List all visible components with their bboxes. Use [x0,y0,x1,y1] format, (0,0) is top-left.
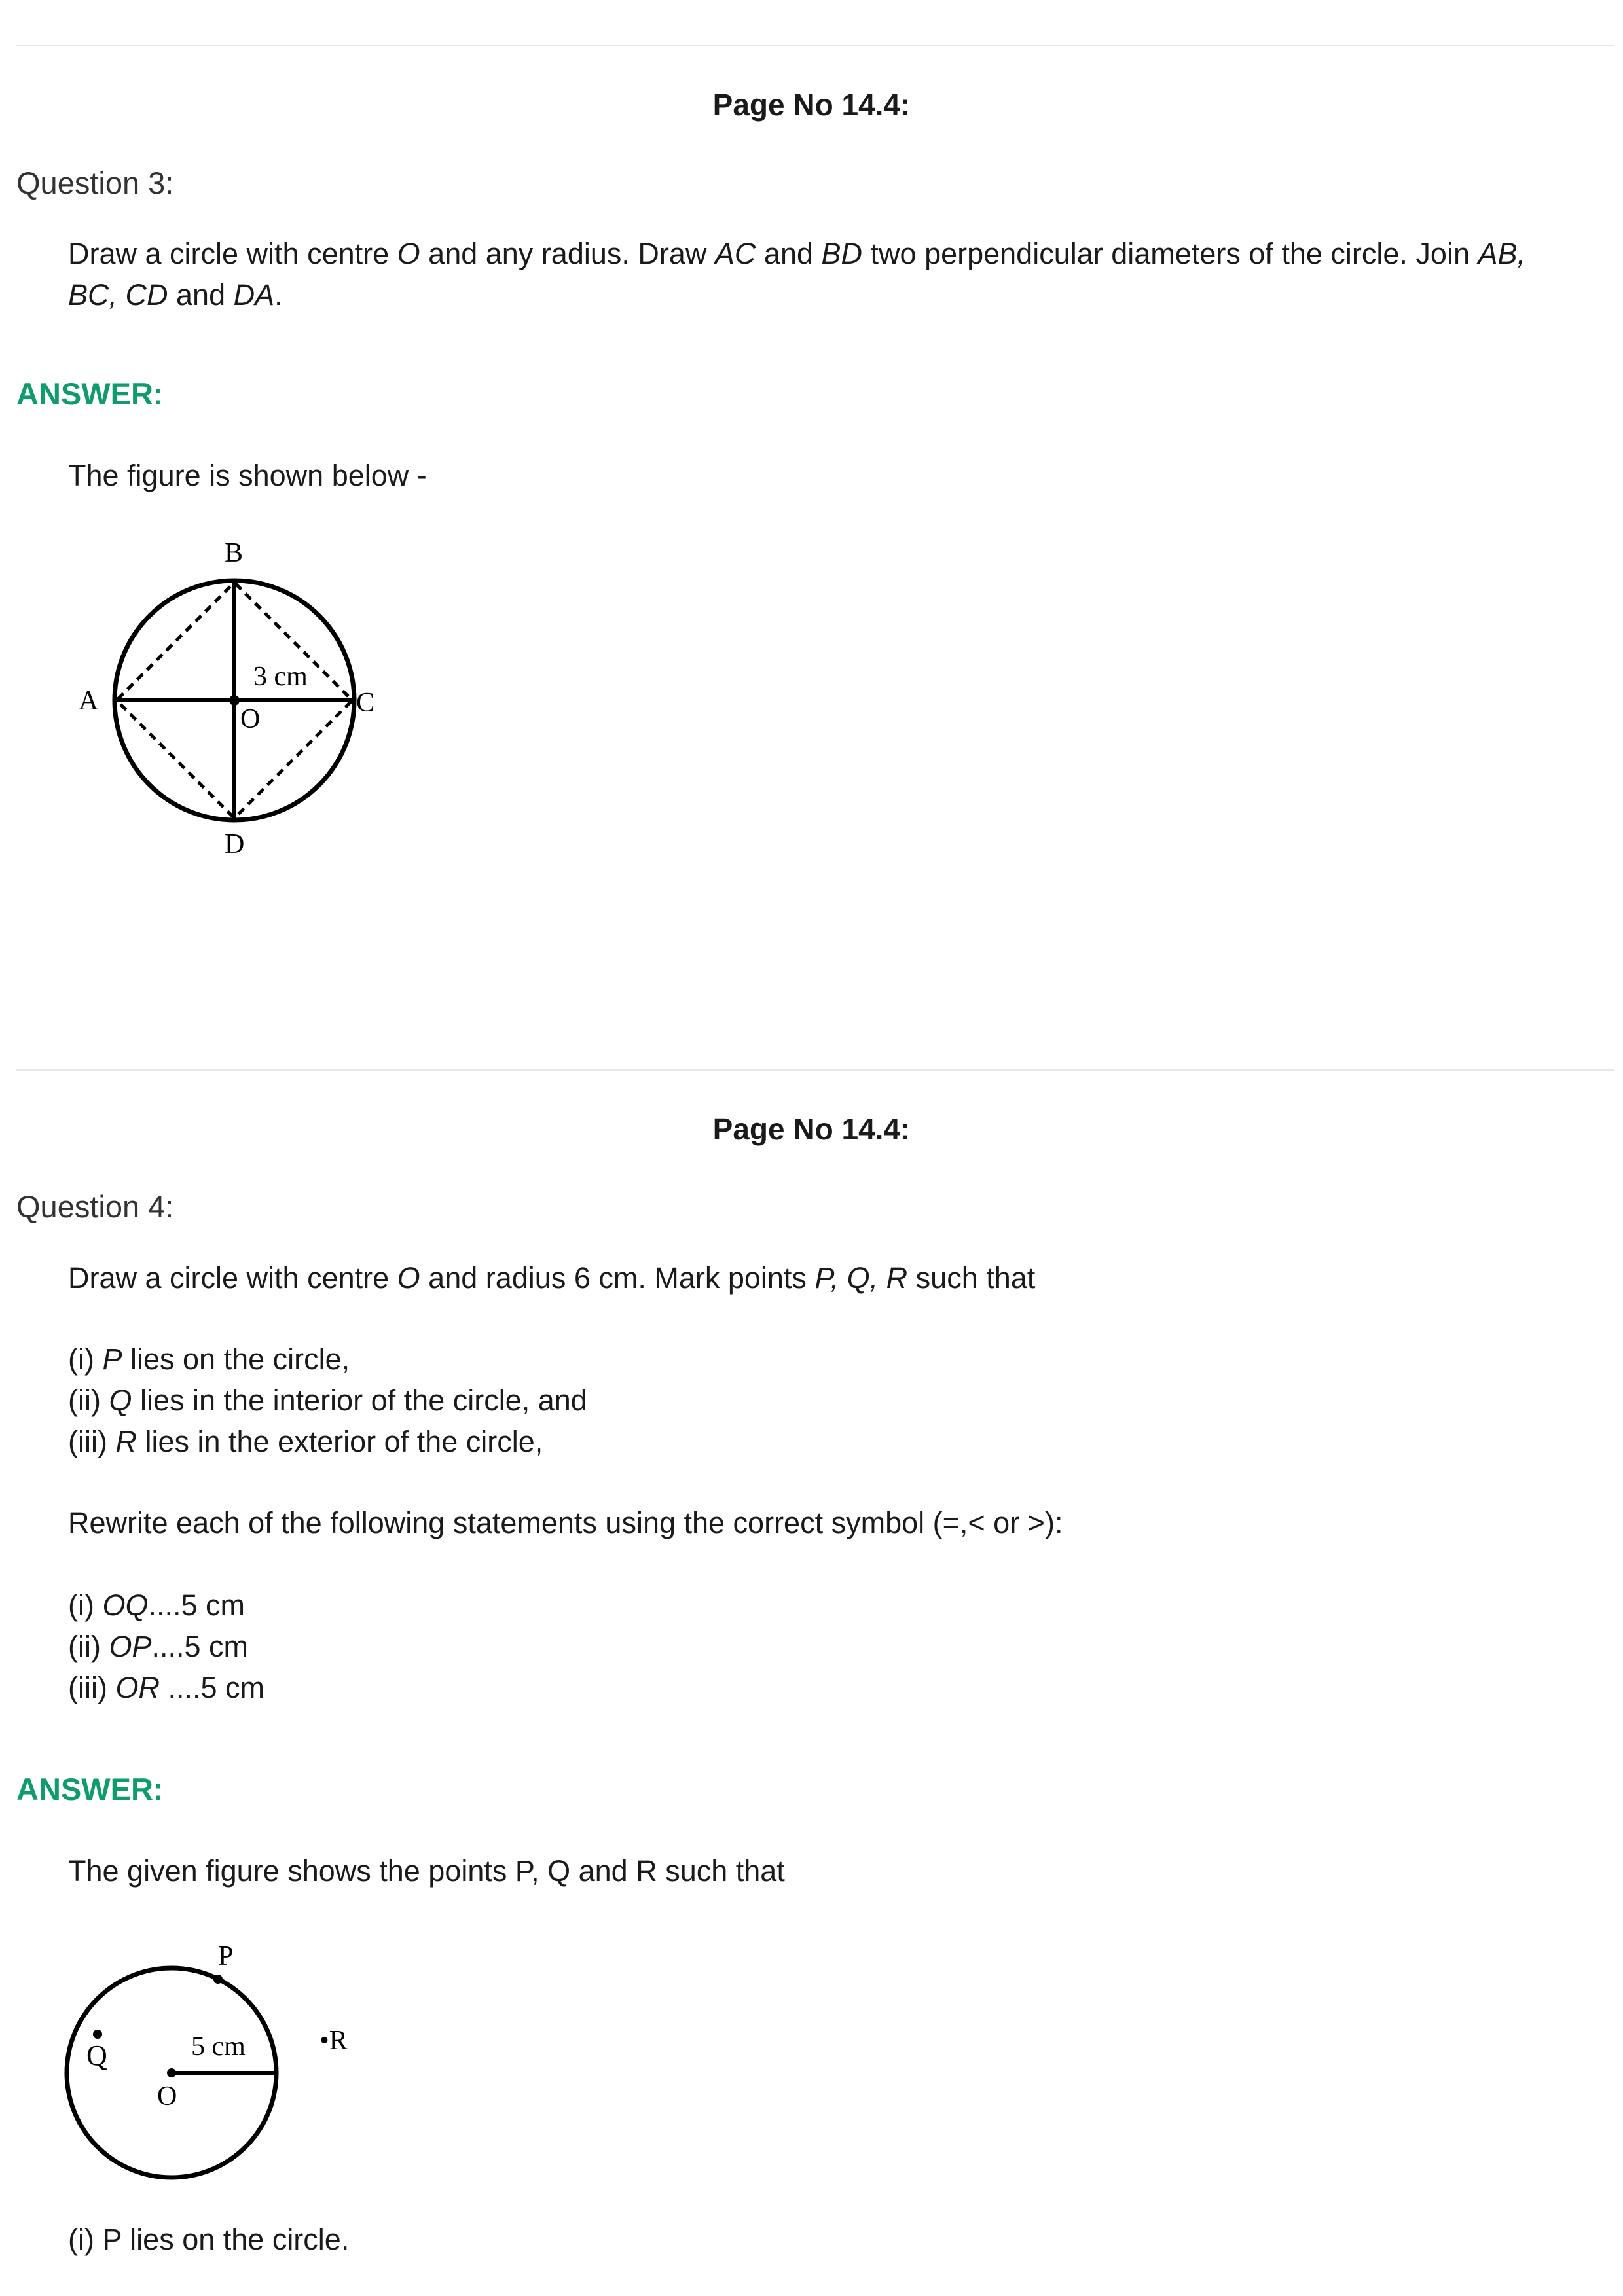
condition-item [68,1421,587,1462]
answer-label: ANSWER: [16,376,164,411]
label-p: P [218,1941,234,1971]
point-q-dot [93,2030,102,2039]
item-text: ....5 cm [151,1630,249,1663]
answer-label: ANSWER: [16,1772,164,1806]
text-run: BC, CD [68,278,168,312]
segment-name: OQ [102,1588,149,1622]
item-text: lies on the circle, [122,1342,350,1376]
text-run: and radius 6 cm. Mark points [420,1261,815,1295]
point-name: P [102,1342,122,1376]
rewrite-instruction: Rewrite each of the following statements using the correct symbol (=,< or >): [68,1506,1063,1539]
text-run: DA [233,278,275,312]
item-number: (iii) [68,1425,116,1458]
text-run: AB, [1478,237,1526,270]
statement-item [68,1667,264,1708]
section-divider [16,1069,1614,1071]
chord-da [118,702,233,817]
centre-point [229,695,240,706]
text-run: such that [907,1261,1036,1295]
item-text: ....5 cm [148,1588,246,1622]
question-title: Question 4: [16,1189,174,1224]
text-run: and [756,237,822,270]
label-b: B [225,538,244,568]
segment-name: OP [109,1630,152,1663]
item-text: lies in the exterior of the circle, [136,1425,543,1458]
answer-intro: The figure is shown below - [68,459,427,492]
chord-ab [118,584,233,699]
answer-intro: The given figure shows the points P, Q and R such that [68,1854,785,1888]
item-number: (iii) [68,1671,116,1704]
item-number: (i) [68,1588,103,1622]
text-run: and any radius. Draw [420,237,715,270]
text-run: and [168,278,234,312]
conditions-list [68,1338,587,1462]
page-number-heading: Page No 14.4: [712,1112,911,1146]
text-run: BD [821,237,863,270]
segment-name: OR [115,1671,160,1704]
radius-label: 3 cm [253,662,308,692]
condition-item [68,1338,587,1380]
label-q: Q [86,2039,107,2072]
section-divider [16,45,1614,46]
condition-item [68,1380,587,1421]
page-number-heading: Page No 14.4: [712,88,911,122]
point-name: Q [109,1384,132,1417]
item-text: lies in the interior of the circle, and [132,1384,587,1417]
statement-item [68,1585,264,1626]
statement-item [68,1626,264,1667]
point-p-dot [213,1975,223,1984]
text-run: . [274,278,283,312]
label-o: O [240,704,261,734]
item-number: (i) [68,1342,103,1376]
label-o: O [157,2081,177,2111]
question-title: Question 3: [16,166,174,200]
point-name: R [115,1425,137,1458]
label-d: D [225,829,245,859]
item-number: (ii) [68,1384,109,1417]
answer-point-1: (i) P lies on the circle. [68,2223,350,2256]
question-text [68,233,1525,315]
question-text [68,1257,1035,1299]
label-a: A [79,686,99,716]
text-run: two perpendicular diameters of the circle. Join [862,237,1478,270]
item-number: (ii) [68,1630,109,1663]
circle-diagonals-figure [65,533,406,874]
text-run: AC [714,237,756,270]
text-run: O [397,237,420,270]
label-c: C [356,688,375,718]
centre-point [167,2068,176,2077]
text-run: P, Q, R [814,1261,908,1295]
radius-label: 5 cm [191,2032,246,2062]
item-text: ....5 cm [159,1671,264,1704]
label-r: •R [319,2026,348,2056]
statements-list [68,1585,264,1708]
circle-points-figure [59,1931,399,2193]
text-run: Draw a circle with centre [68,1261,397,1295]
text-run: O [397,1261,420,1295]
text-run: Draw a circle with centre [68,237,397,270]
